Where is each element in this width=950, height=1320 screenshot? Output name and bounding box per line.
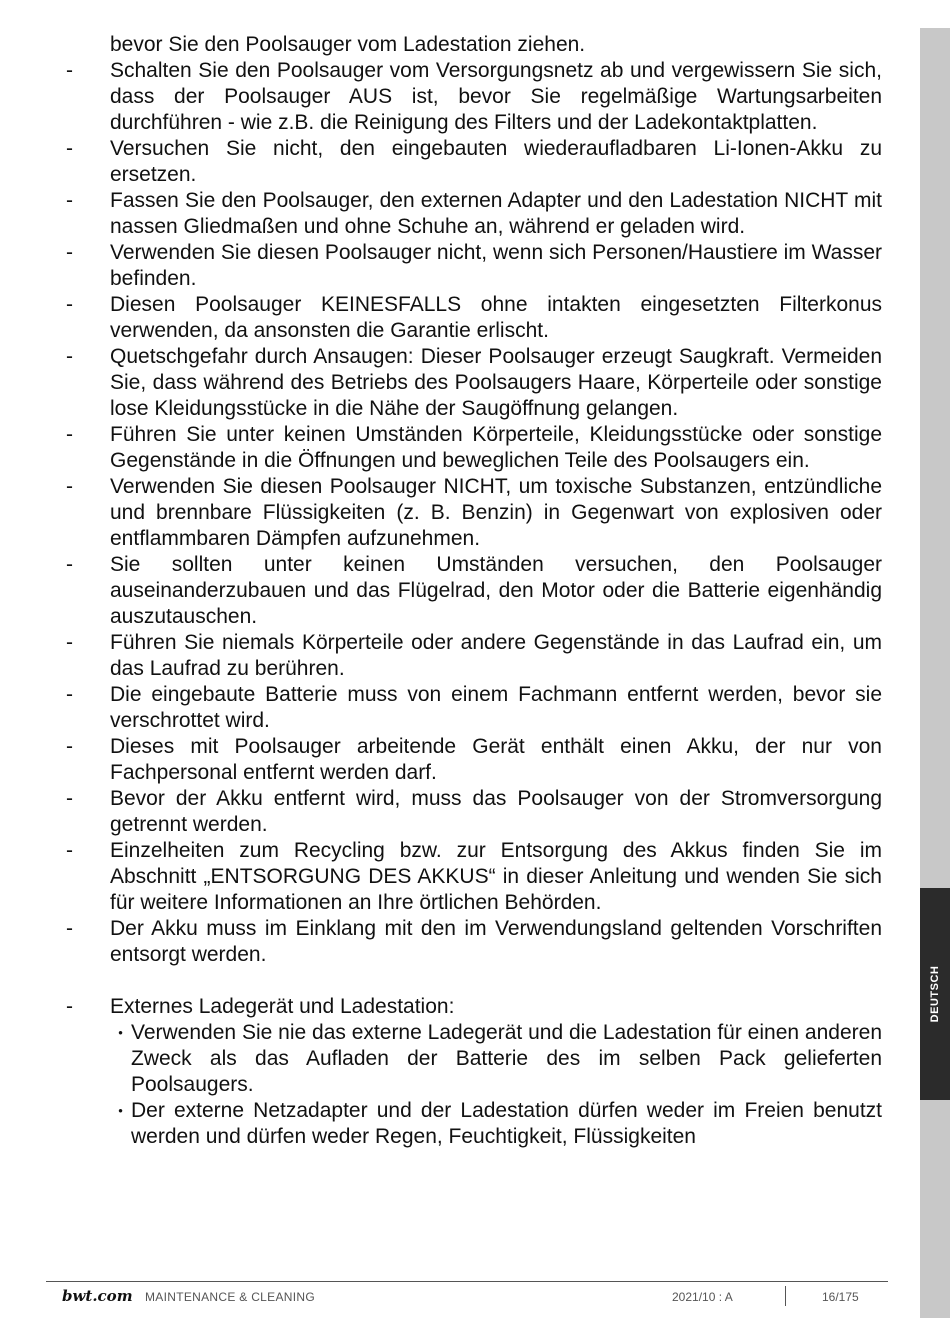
side-tab-bar: [920, 28, 950, 888]
list-item: [66, 734, 882, 786]
list-item-text: Versuchen Sie nicht, den eingebauten wiederaufladbaren Li-Ionen-Akku zu ersetzen.: [110, 137, 882, 186]
list-dash: -: [66, 787, 73, 810]
list-item-text: Der Akku muss im Einklang mit den im Verwendungsland geltenden Vorschriften entsorgt werden.: [110, 917, 882, 966]
list-item-text: Führen Sie unter keinen Umständen Körperteile, Kleidungsstücke oder sonstige Gegenstände in die Öffnungen und beweglichen Teile des Poolsaugers ein.: [110, 423, 882, 472]
page-number: 16/175: [822, 1290, 859, 1304]
list-item: [66, 240, 882, 292]
list-item-text: Einzelheiten zum Recycling bzw. zur Entsorgung des Akkus finden Sie im Abschnitt „ENTSORGUNG DES AKKUS“ in dieser Anleitung und wenden Sie sich für weitere Informationen an Ihre örtlichen Behörden.: [110, 839, 882, 914]
list-dash: -: [66, 735, 73, 758]
list-dash: -: [66, 293, 73, 316]
safety-instructions: [66, 32, 882, 1150]
bullet-item: [110, 1020, 882, 1098]
list-dash: -: [66, 553, 73, 576]
list-item: [66, 292, 882, 344]
list-dash: -: [66, 345, 73, 368]
list-item-text: Quetschgefahr durch Ansaugen: Dieser Poolsauger erzeugt Saugkraft. Vermeiden Sie, dass während des Betriebs des Poolsaugers Haare, Körperteile oder sonstige lose Kleidungsstücke in die Nähe der Saugöffnung gelangen.: [110, 345, 882, 420]
brand-logo: bwt.com: [62, 1287, 133, 1305]
list-item: [66, 422, 882, 474]
list-item-text: Bevor der Akku entfernt wird, muss das Poolsauger von der Stromversorgung getrennt werden.: [110, 787, 882, 836]
list-item: [66, 916, 882, 968]
list-dash: -: [66, 995, 73, 1018]
list-dash: -: [66, 59, 73, 82]
list-item-text: Die eingebaute Batterie muss von einem Fachmann entfernt werden, bevor sie verschrottet wird.: [110, 683, 882, 732]
list-item: [66, 838, 882, 916]
list-item: [66, 552, 882, 630]
list-item: [66, 58, 882, 136]
list-item: [66, 682, 882, 734]
bullet-icon: •: [118, 1025, 123, 1040]
list-item: [66, 786, 882, 838]
list-item: [66, 630, 882, 682]
language-tab-label: DEUTSCH: [929, 965, 941, 1023]
list-item-text: Diesen Poolsauger KEINESFALLS ohne intakten eingesetzten Filterkonus verwenden, da ansonsten die Garantie erlischt.: [110, 293, 882, 342]
footer-revision: 2021/10 : A: [672, 1290, 733, 1304]
continued-text: bevor Sie den Poolsauger vom Ladestation ziehen.: [110, 33, 586, 56]
list-item: [66, 474, 882, 552]
list-dash: -: [66, 917, 73, 940]
list-item: [66, 136, 882, 188]
side-tab-bar-lower: [920, 1100, 950, 1318]
warning-list: [66, 58, 882, 968]
list-item-text: Sie sollten unter keinen Umständen versuchen, den Poolsauger auseinanderzubauen und das Flügelrad, den Motor oder die Batterie eigenhändig auszutauschen.: [110, 553, 882, 628]
list-item-text: Dieses mit Poolsauger arbeitende Gerät enthält einen Akku, der nur von Fachpersonal entfernt werden darf.: [110, 735, 882, 784]
list-dash: -: [66, 839, 73, 862]
list-item-text: Verwenden Sie diesen Poolsauger nicht, wenn sich Personen/Haustiere im Wasser befinden.: [110, 241, 882, 290]
list-dash: -: [66, 475, 73, 498]
list-dash: -: [66, 189, 73, 212]
footer-separator: [785, 1286, 786, 1306]
list-item: [66, 344, 882, 422]
bullet-item-text: Der externe Netzadapter und der Ladestation dürfen weder im Freien benutzt werden und dürfen weder Regen, Feuchtigkeit, Flüssigkeiten: [131, 1099, 882, 1148]
bullet-icon: •: [118, 1103, 123, 1118]
list-dash: -: [66, 683, 73, 706]
list-item-text: Verwenden Sie diesen Poolsauger NICHT, um toxische Substanzen, entzündliche und brennbare Flüssigkeiten (z. B. Benzin) in Gegenwart von explosiven oder entflammbaren Dämpfen aufzunehmen.: [110, 475, 882, 550]
bullet-item-text: Verwenden Sie nie das externe Ladegerät und die Ladestation für einen anderen Zweck als das Aufladen der Batterie des im selben Pack gelieferten Poolsaugers.: [131, 1021, 882, 1096]
list-item-text: Schalten Sie den Poolsauger vom Versorgungsnetz ab und vergewissern Sie sich, dass der Poolsauger AUS ist, bevor Sie regelmäßige Wartungsarbeiten durchführen - wie z.B. die Reinigung des Filters und der Ladekontaktplatten.: [110, 59, 882, 134]
list-dash: -: [66, 241, 73, 264]
footer-section-title: MAINTENANCE & CLEANING: [145, 1290, 315, 1304]
list-dash: -: [66, 631, 73, 654]
list-item-text: Führen Sie niemals Körperteile oder andere Gegenstände in das Laufrad ein, um das Laufrad zu berühren.: [110, 631, 882, 680]
bullet-item: [110, 1098, 882, 1150]
charger-bullet-list: [66, 1020, 882, 1150]
list-dash: -: [66, 423, 73, 446]
list-item: [66, 188, 882, 240]
charger-section-heading: Externes Ladegerät und Ladestation:: [110, 995, 455, 1018]
list-item-text: Fassen Sie den Poolsauger, den externen Adapter und den Ladestation NICHT mit nassen Gliedmaßen und ohne Schuhe an, während er geladen wird.: [110, 189, 882, 238]
footer-divider: [46, 1281, 888, 1282]
list-dash: -: [66, 137, 73, 160]
charger-section-heading-row: [66, 994, 882, 1020]
